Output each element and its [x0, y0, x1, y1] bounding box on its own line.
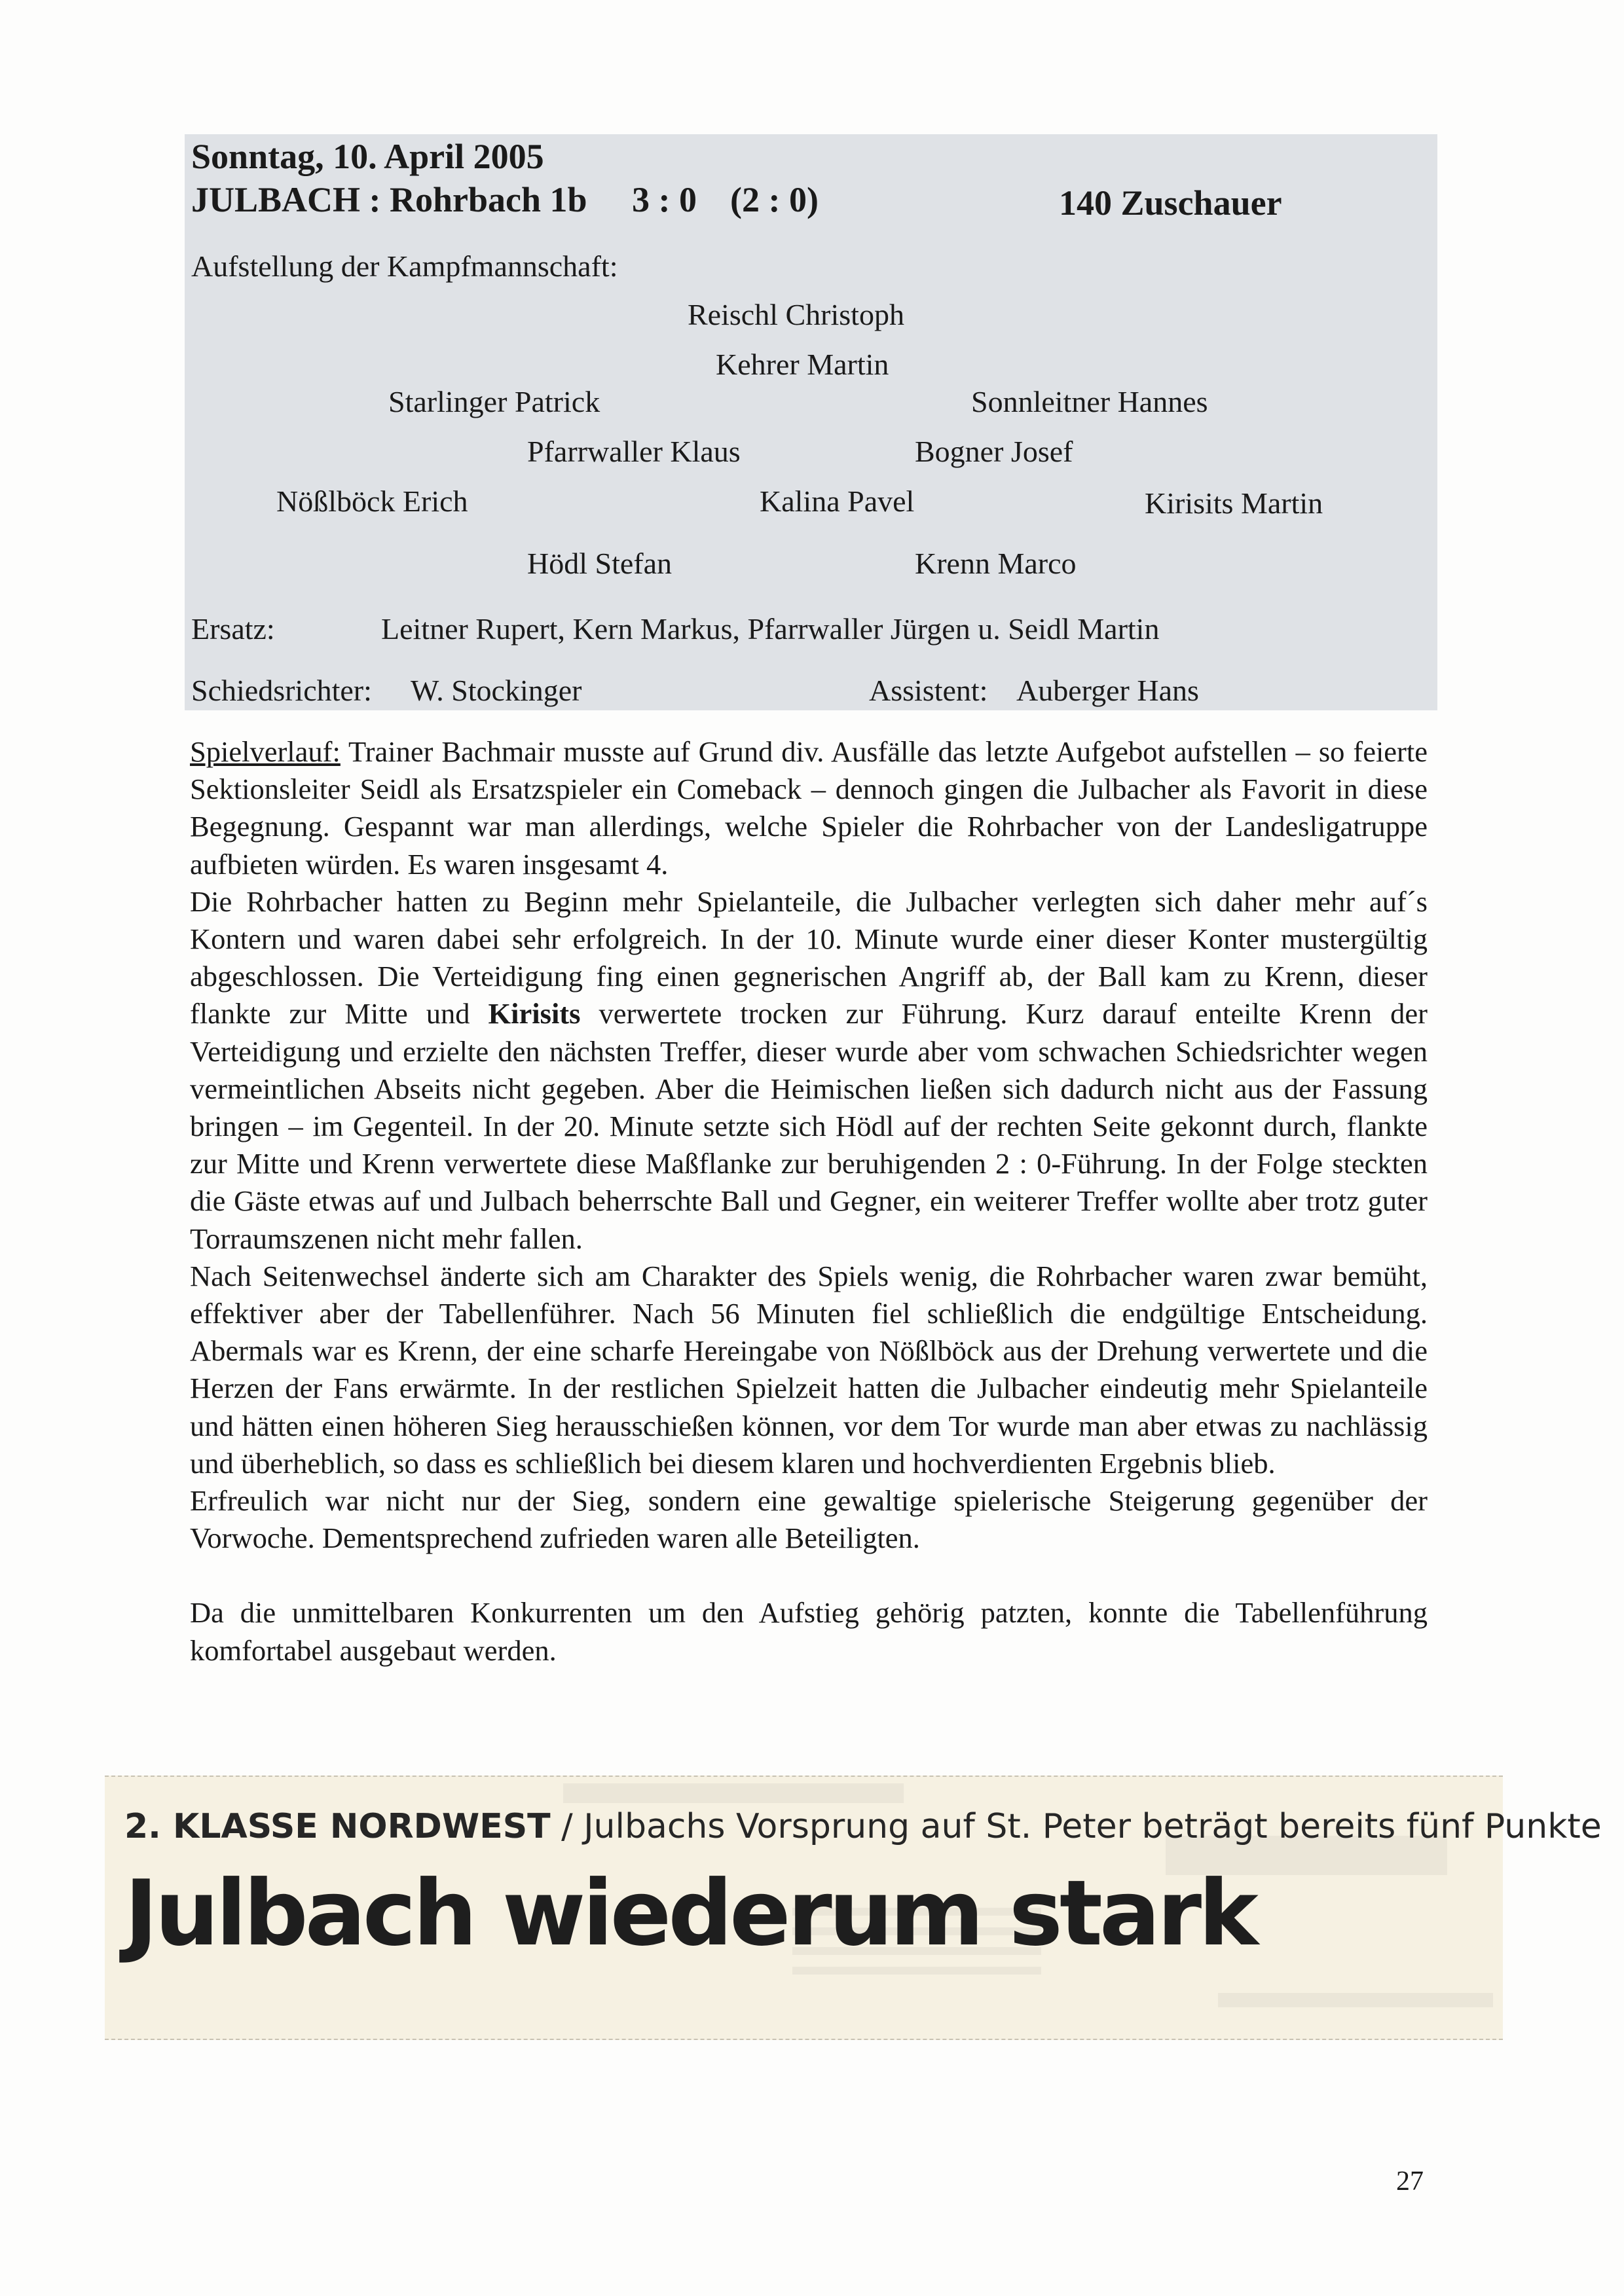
- player-mid-right: Bogner Josef: [915, 435, 1073, 468]
- clipping-subtitle: / Julbachs Vorsprung auf St. Peter beträgt bereits fünf Punkte: [550, 1807, 1602, 1846]
- report-paragraph: [190, 733, 1428, 883]
- lineup-heading: Aufstellung der Kampfmannschaft:: [191, 249, 618, 283]
- report-paragraph: Erfreulich war nicht nur der Sieg, sondern eine gewaltige spielerische Steigerung gegenüber der Vorwoche. Dementsprechend zufrieden waren alle Beteiligten.: [190, 1484, 1428, 1555]
- player-center: Kalina Pavel: [760, 484, 915, 518]
- report-paragraph: Nach Seitenwechsel änderte sich am Charakter des Spiels wenig, die Rohrbacher waren zwar bemüht, effektiver aber der Tabellenführer. Nach 56 Minuten fiel schließlich die endgültige Entscheidung. Abermals war es Krenn, der eine scharfe Hereingabe von Nößlböck aus der Drehung verwertete und die Herzen der Fans erwärmte. In der restlichen Spielzeit hatten die Julbacher eindeutig mehr Spielanteile und hätten einen höheren Sieg herausschießen können, vor dem Tor wurde man aber etwas zu nachlässig und überheblich, so dass es schließlich bei diesem klaren und hochverdienten Ergebnis blieb.: [190, 1259, 1428, 1480]
- spectator-count: 140 Zuschauer: [1059, 183, 1282, 223]
- report-label: Spielverlauf:: [190, 735, 341, 768]
- player-sweeper: Kehrer Martin: [716, 348, 889, 381]
- report-highlight: Kirisits: [488, 997, 581, 1030]
- assistant-label: Assistent:: [869, 674, 988, 707]
- player-wing-right: Kirisits Martin: [1145, 486, 1323, 520]
- player-wing-left: Nößlböck Erich: [276, 484, 468, 518]
- clipping-headline: Julbach wiederum stark: [124, 1861, 1255, 1966]
- match-report: [190, 733, 1428, 1669]
- report-text: Die Rohrbacher hatten zu Beginn mehr Spielanteile, die Julbacher verlegten sich daher mehr auf´s Kontern und waren dabei sehr erfolgreich. In der 10. Minute wurde einer dieser Konter mustergültig abgeschlossen. Die Verteidigung fing einen gegnerischen Angriff ab, der Ball kam zu Krenn, dieser flankte zur Mitte und: [190, 884, 1428, 1030]
- report-paragraph: [190, 883, 1428, 1258]
- referee-label: Schiedsrichter:: [191, 674, 372, 707]
- player-fwd-left: Hödl Stefan: [527, 547, 673, 580]
- clipping-section: 2. KLASSE NORDWEST: [124, 1807, 551, 1846]
- newspaper-clipping: [105, 1776, 1602, 2040]
- player-keeper: Reischl Christoph: [688, 298, 904, 331]
- report-text: Trainer Bachmair musste auf Grund div. Ausfälle das letzte Aufgebot aufstellen – so feierte Sektionsleiter Seidl als Ersatzspieler ein Comeback – dennoch gingen die Julbacher als Favorit in diese Begegnung. Gespannt war man allerdings, welche Spieler die Rohrbacher von der Landesligatruppe aufbieten würden. Es waren insgesamt 4.: [190, 735, 1428, 881]
- referee-name: W. Stockinger: [411, 674, 582, 707]
- match-date: Sonntag, 10. April 2005: [191, 137, 544, 176]
- match-score: 3 : 0: [632, 180, 697, 219]
- report-text: verwertete trocken zur Führung. Kurz darauf enteilte Krenn der Verteidigung und erzielte den nächsten Treffer, dieser wurde aber vom schwachen Schiedsrichter wegen vermeintlichen Abseits nicht gegeben. Aber die Heimischen ließen sich dadurch nicht aus der Fassung bringen – im Gegenteil. In der 20. Minute setzte sich Hödl auf der rechten Seite gekonnt durch, flankte zur Mitte und Krenn verwertete diese Maßflanke zur beruhigenden 2 : 0-Führung. In der Folge steckten die Gäste etwas auf und Julbach beherrschte Ball und Gegner, ein weiterer Treffer wollte aber trotz guter Torraumszenen nicht mehr fallen.: [190, 997, 1428, 1255]
- player-mid-left: Pfarrwaller Klaus: [527, 435, 741, 468]
- player-def-right: Sonnleitner Hannes: [971, 385, 1208, 418]
- assistant-name: Auberger Hans: [1016, 674, 1199, 707]
- page-number: 27: [1396, 2166, 1424, 2196]
- match-teams: JULBACH : Rohrbach 1b: [191, 180, 587, 219]
- subs-label: Ersatz:: [191, 612, 275, 646]
- halftime-score: (2 : 0): [730, 180, 819, 219]
- report-paragraph: Da die unmittelbaren Konkurrenten um den Aufstieg gehörig patzten, konnte die Tabellenführung komfortabel ausgebaut werden.: [190, 1596, 1428, 1667]
- player-fwd-right: Krenn Marco: [915, 547, 1077, 580]
- player-def-left: Starlinger Patrick: [388, 385, 600, 418]
- subs-list: Leitner Rupert, Kern Markus, Pfarrwaller Jürgen u. Seidl Martin: [381, 612, 1160, 646]
- clipping-kicker: [124, 1807, 1602, 1846]
